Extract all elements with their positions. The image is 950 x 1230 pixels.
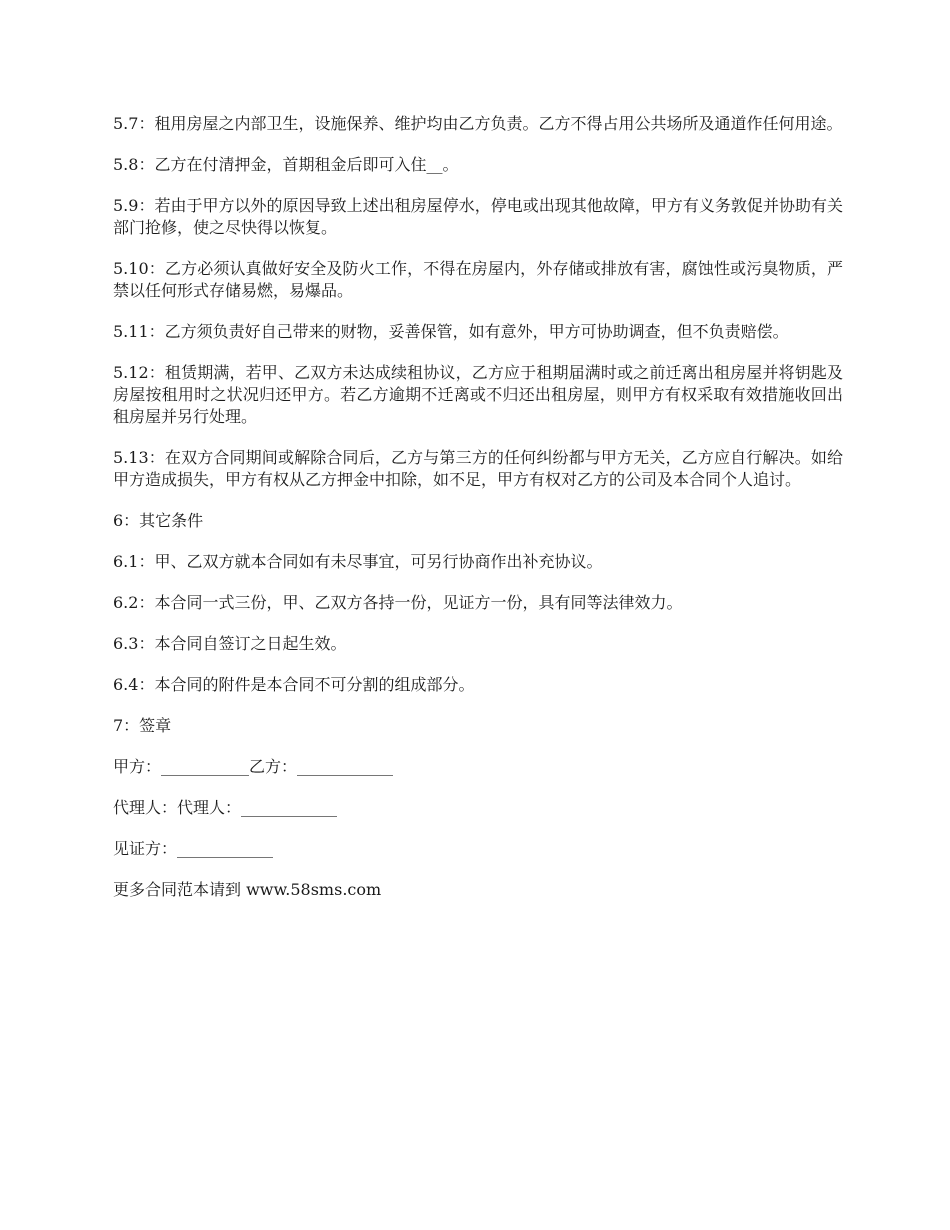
clause-5-12: 5.12：租赁期满，若甲、乙双方未达成续租协议，乙方应于租期届满时或之前迁离出租房屋并将钥匙及房屋按租用时之状况归还甲方。若乙方逾期不迁离或不归还出租房屋，则甲方有权采取有效措施收回出租房屋并另行处理。 (113, 363, 843, 426)
footer-link-text: 更多合同范本请到 www.58sms.com (113, 880, 382, 899)
clause-6-2: 6.2：本合同一式三份，甲、乙双方各持一份，见证方一份，具有同等法律效力。 (113, 593, 683, 612)
clause-5-9: 5.9：若由于甲方以外的原因导致上述出租房屋停水，停电或出现其他故障，甲方有义务敦促并协助有关部门抢修，使之尽快得以恢复。 (113, 196, 843, 237)
clause-5-8: 5.8：乙方在付清押金，首期租金后即可入住__。 (113, 155, 459, 174)
clause-6-3: 6.3：本合同自签订之日起生效。 (113, 634, 347, 653)
signature-agent-line: 代理人：代理人：____________ (113, 798, 338, 817)
section-7-heading: 7：签章 (113, 716, 172, 735)
document-page (113, 113, 843, 920)
clause-6-1: 6.1：甲、乙双方就本合同如有未尽事宜，可另行协商作出补充协议。 (113, 552, 603, 571)
clause-5-13: 5.13：在双方合同期间或解除合同后，乙方与第三方的任何纠纷都与甲方无关，乙方应自行解决。如给甲方造成损失，甲方有权从乙方押金中扣除，如不足，甲方有权对乙方的公司及本合同个人追讨。 (113, 448, 843, 489)
section-6-heading: 6：其它条件 (113, 511, 204, 530)
clause-5-7: 5.7：租用房屋之内部卫生，设施保养、维护均由乙方负责。乙方不得占用公共场所及通道作任何用途。 (113, 114, 843, 133)
clause-5-11: 5.11：乙方须负责好自己带来的财物，妥善保管，如有意外，甲方可协助调查，但不负责赔偿。 (113, 322, 789, 341)
clause-5-10: 5.10：乙方必须认真做好安全及防火工作，不得在房屋内，外存储或排放有害，腐蚀性或污臭物质，严禁以任何形式存储易燃，易爆品。 (113, 259, 843, 300)
clause-6-4: 6.4：本合同的附件是本合同不可分割的组成部分。 (113, 675, 475, 694)
signature-party-line: 甲方：___________乙方：____________ (113, 757, 394, 776)
signature-witness-line: 见证方：____________ (113, 839, 274, 858)
